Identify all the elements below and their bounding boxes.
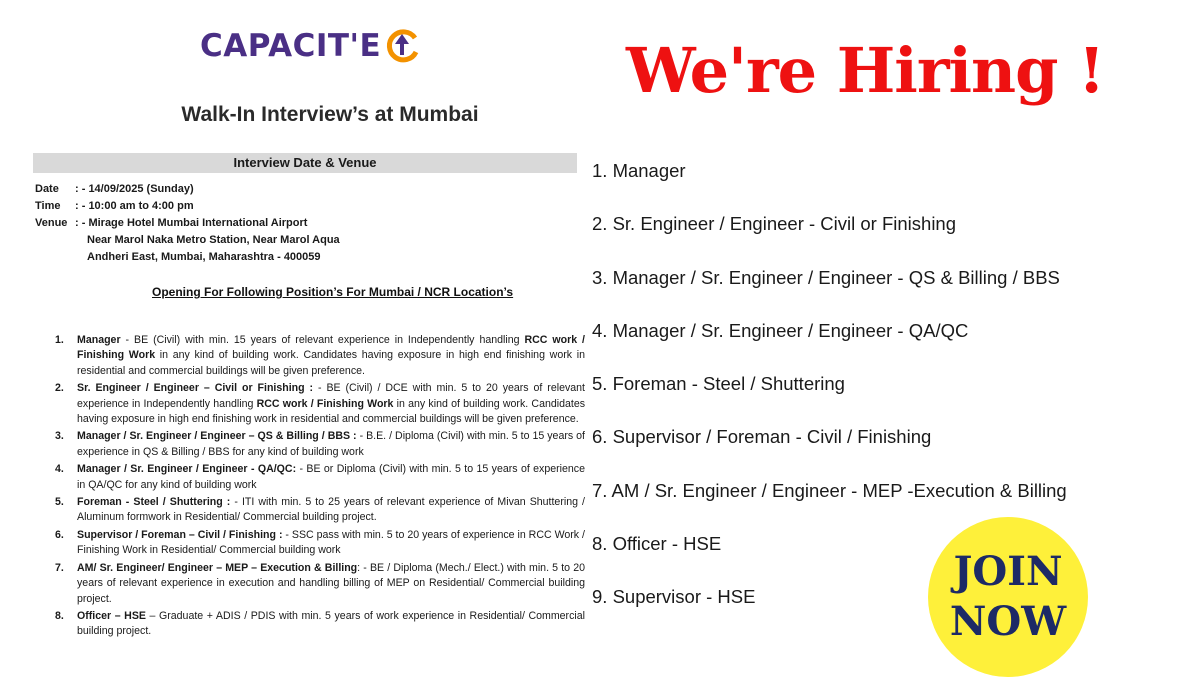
- position-title: Manager / Sr. Engineer / Engineer – QS & Billing / BBS :: [77, 430, 357, 443]
- position-description: [77, 333, 585, 379]
- position-title: Supervisor / Foreman – Civil / Finishing :: [77, 528, 283, 541]
- position-requirements-cont: in any kind of building work. Candidates having exposure in high end finishing work in residential and commercial buildings will be given preference.: [77, 349, 585, 377]
- role-item: 1. Manager: [592, 160, 686, 181]
- position-work-type: RCC work / Finishing Work: [77, 334, 586, 362]
- position-number: 6.: [55, 528, 64, 541]
- position-item: [55, 333, 585, 379]
- venue-line-2: Near Marol Naka Metro Station, Near Marol Aqua: [87, 234, 340, 246]
- position-number: 1.: [55, 334, 64, 346]
- interview-date-venue-header: Interview Date & Venue: [33, 153, 577, 173]
- position-requirements: : - BE / Diploma (Mech./ Elect.) with min. 5 to 20 years of relevant experience in execution and handling billing of MEP on Residential/ Commercial building project.: [77, 561, 585, 605]
- position-item: [55, 495, 585, 526]
- position-work-type: RCC work / Finishing Work: [256, 397, 394, 410]
- position-description: [77, 609, 585, 640]
- time-value: : - 10:00 am to 4:00 pm: [75, 200, 194, 212]
- position-item: [55, 381, 585, 427]
- date-value: : - 14/09/2025 (Sunday): [75, 183, 194, 195]
- venue-line-3: Andheri East, Mumbai, Maharashtra - 400059: [87, 251, 321, 263]
- role-item: 4. Manager / Sr. Engineer / Engineer - QA/QC: [592, 319, 969, 341]
- role-item: 5. Foreman - Steel / Shuttering: [592, 373, 845, 395]
- position-requirements: - BE or Diploma (Civil) with min. 5 to 15 years of experience in QA/QC for any kind of building work: [77, 463, 585, 491]
- position-title: Manager: [77, 334, 121, 346]
- position-requirements: - BE (Civil) / DCE with min. 5 to 20 years of relevant experience in Independently handling: [77, 382, 585, 410]
- role-item: 6. Supervisor / Foreman - Civil / Finishing: [592, 426, 932, 448]
- position-requirements-cont: in any kind of building work. Candidates having exposure in high end finishing work in residential and commercial buildings will be given preference.: [77, 397, 586, 426]
- position-title: Sr. Engineer / Engineer – Civil or Finishing :: [77, 382, 314, 395]
- join-line-2: NOW: [949, 598, 1067, 645]
- position-title: Manager / Sr. Engineer / Engineer - QA/QC:: [77, 463, 297, 476]
- position-item: [55, 462, 585, 493]
- position-item: [55, 609, 585, 640]
- venue-value: : - Mirage Hotel Mumbai International Airport: [75, 217, 308, 229]
- position-number: 2.: [55, 382, 64, 395]
- join-now-badge[interactable]: [928, 517, 1088, 677]
- position-title: Foreman - Steel / Shuttering :: [77, 496, 231, 509]
- position-requirements: - ITI with min. 5 to 25 years of relevant experience of Mivan Shuttering / Aluminum formwork in Residential/ Commercial building project.: [77, 496, 585, 524]
- position-item: [55, 429, 585, 460]
- position-description: [77, 495, 585, 526]
- role-item: 8. Officer - HSE: [592, 533, 722, 555]
- position-item: [55, 561, 585, 607]
- opening-heading: Opening For Following Position’s For Mumbai / NCR Location’s: [152, 285, 514, 299]
- logo-arrow-icon: [385, 28, 421, 64]
- position-requirements: - B.E. / Diploma (Civil) with min. 5 to 15 years of experience in QS & Billing / BBS for any kind of building work: [77, 430, 585, 458]
- position-requirements: – Graduate + ADIS / PDIS with min. 5 years of work experience in Residential/ Commercial building project.: [77, 609, 585, 638]
- position-description: [77, 462, 585, 493]
- join-line-1: JOIN: [953, 548, 1063, 595]
- logo-wordmark: CAPACIT'E: [200, 28, 382, 64]
- position-title: Officer – HSE: [77, 609, 146, 622]
- time-label: Time: [35, 200, 61, 212]
- position-description: [77, 528, 585, 559]
- position-requirements: - SSC pass with min. 5 to 20 years of experience in RCC Work / Finishing Work in Residential/ Commercial building work: [77, 528, 585, 557]
- positions-list: [55, 333, 585, 642]
- flyer-title: Walk-In Interview’s at Mumbai: [181, 103, 479, 126]
- position-number: 5.: [55, 496, 64, 509]
- position-requirements: - BE (Civil) with min. 15 years of relevant experience in Independently handling: [120, 334, 525, 346]
- date-label: Date: [35, 183, 59, 195]
- hiring-headline: We're Hiring !: [626, 34, 1105, 107]
- interview-details: [35, 181, 340, 266]
- position-number: 4.: [55, 463, 64, 476]
- role-item: 7. AM / Sr. Engineer / Engineer - MEP -Execution & Billing: [592, 479, 1067, 501]
- role-item: 3. Manager / Sr. Engineer / Engineer - QS & Billing / BBS: [592, 266, 1060, 288]
- position-title: AM/ Sr. Engineer/ Engineer – MEP – Execution & Billing: [77, 561, 358, 574]
- position-description: [77, 561, 585, 607]
- position-description: [77, 429, 585, 460]
- venue-label: Venue: [35, 217, 68, 229]
- position-number: 8.: [55, 609, 64, 622]
- company-logo: [200, 28, 421, 64]
- role-item: 2. Sr. Engineer / Engineer - Civil or Finishing: [592, 213, 957, 235]
- position-description: [77, 381, 585, 427]
- role-item: 9. Supervisor - HSE: [592, 586, 756, 608]
- position-item: [55, 528, 585, 559]
- position-number: 3.: [55, 430, 64, 443]
- position-number: 7.: [55, 561, 64, 574]
